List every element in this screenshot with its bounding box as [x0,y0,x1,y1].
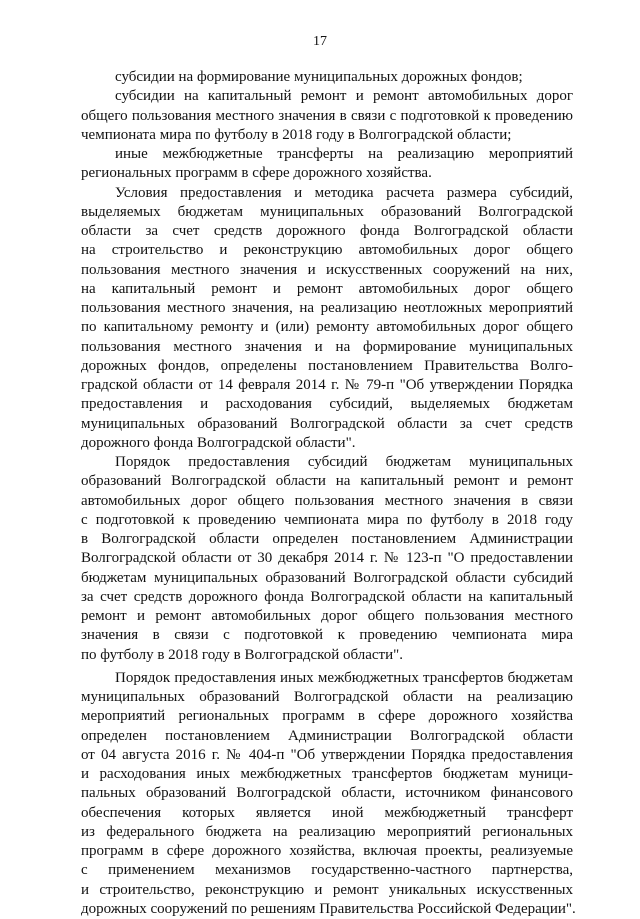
text-line: Порядок предоставления субсидий бюджетам муниципальных [115,454,573,470]
text-line: на строительство и реконструкцию автомобильных дорог общего [81,242,573,259]
text-line: градской области от 14 февраля 2014 г. № 79-п "Об утверждении Порядка [81,377,573,393]
text-line: пользования местного значения и искусственных сооружений на них, [81,261,573,278]
text-line: региональных программ в сфере дорожного хозяйства. [81,165,432,182]
paragraph [81,145,573,184]
text-line: дорожных сооружений по решениям Правительства Российской Федерации". [81,900,576,917]
text-line: бюджетам муниципальных образований Волгоградской области субсидий [81,569,573,586]
text-line: значения в связи с подготовкой к проведению чемпионата мира [81,627,573,644]
document-body [81,68,576,919]
paragraph [81,68,573,87]
text-line: и расходования иных межбюджетных трансфертов бюджетам муници- [81,766,573,782]
text-line: предоставления и расходования субсидий, выделяемых бюджетам [81,396,573,413]
text-line: с применением механизмов государственно-частного партнерства, [81,862,573,879]
text-line: образований Волгоградской области на капитальный ремонт и ремонт [81,473,573,490]
text-line: автомобильных дорог общего пользования местного значения в связи [81,492,573,509]
text-line: муниципальных образований Волгоградской области на реализацию [81,689,573,705]
text-line: из федерального бюджета на реализацию мероприятий региональных [81,823,573,840]
text-line: пользования местного значения и на формирование муниципальных [81,338,573,355]
text-line: Порядок предоставления иных межбюджетных трансфертов бюджетам [115,669,573,686]
text-line: субсидии на капитальный ремонт и ремонт автомобильных дорог [115,88,573,105]
text-line: чемпионата мира по футболу в 2018 году в Волгоградской области; [81,126,512,143]
text-line: в Волгоградской области определен постановлением Администрации [81,531,573,547]
text-line: общего пользования местного значения в связи с подготовкой к проведению [81,107,573,124]
text-line: муниципальных образований Волгоградской области за счет средств [81,415,573,432]
text-line: на капитальный ремонт и ремонт автомобильных дорог общего [81,280,573,297]
text-line: определен постановлением Администрации Волгоградской области [81,727,573,744]
paragraph [81,87,573,145]
text-line: за счет средств дорожного фонда Волгоградской области на капитальный [81,588,573,605]
text-line: и строительство, реконструкцию и ремонт уникальных искусственных [81,881,573,898]
text-line: Условия предоставления и методика расчета размера субсидий, [115,184,573,201]
text-line: дорожных фондов, определены постановлением Правительства Волго- [81,357,573,374]
text-line: программ в сфере дорожного хозяйства, включая проекты, реализуемые [81,843,573,859]
paragraph [81,453,573,665]
page-number: 17 [313,34,327,49]
text-line: дорожного фонда Волгоградской области". [81,434,356,451]
text-line: с подготовкой к проведению чемпионата мира по футболу в 2018 году [81,511,573,528]
text-line: мероприятий региональных программ в сфере дорожного хозяйства [81,708,573,725]
text-line: по капитальному ремонту и (или) ремонту автомобильных дорог общего [81,319,573,336]
text-line: области за счет средств дорожного фонда Волгоградской области [81,223,573,239]
text-line: по футболу в 2018 году в Волгоградской области". [81,646,403,663]
text-line: пользования местного значения, на реализацию неотложных мероприятий [81,300,573,316]
text-line: Волгоградской области от 30 декабря 2014 г. № 123-п "О предоставлении [81,550,573,567]
text-line: субсидии на формирование муниципальных дорожных фондов; [115,69,523,85]
paragraph [81,184,573,454]
text-line: выделяемых бюджетам муниципальных образований Волгоградской [81,203,573,220]
paragraph [81,669,576,919]
text-line: обеспечения которых является иной межбюджетный трансферт [81,804,573,821]
text-line: от 04 августа 2016 г. № 404-п "Об утверждении Порядка предоставления [81,746,573,763]
text-line: иные межбюджетные трансферты на реализацию мероприятий [115,146,573,162]
text-line: пальных образований Волгоградской области, источником финансового [81,785,573,802]
text-line: ремонт и ремонт автомобильных дорог общего пользования местного [81,608,573,624]
